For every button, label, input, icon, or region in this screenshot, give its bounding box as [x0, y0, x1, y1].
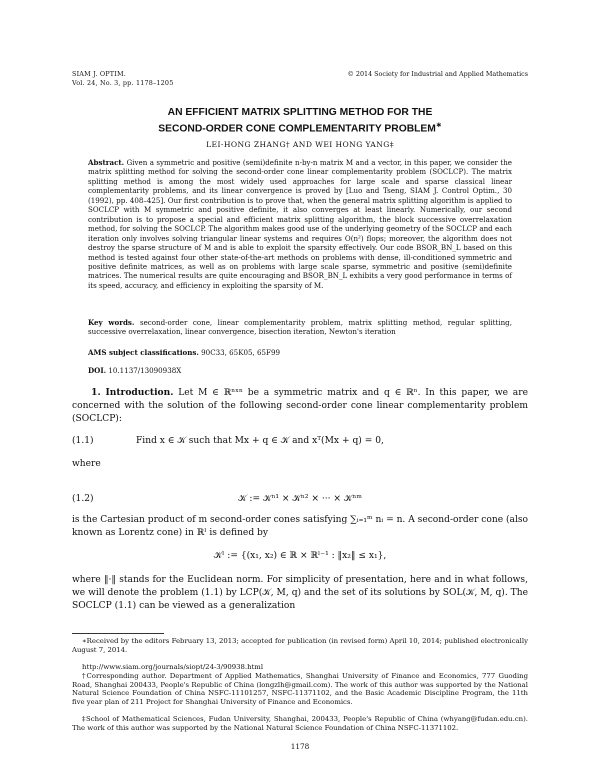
ams-codes: 90C33, 65K05, 65F99 [201, 348, 280, 357]
paper-title [60, 107, 540, 135]
journal-name: SIAM J. OPTIM. [72, 70, 126, 78]
page-number: 1178 [290, 742, 310, 751]
title-line-1: AN EFFICIENT MATRIX SPLITTING METHOD FOR THE [167, 107, 433, 118]
keywords-label: Key words. [88, 318, 135, 327]
title-footnote-mark: ∗ [435, 121, 442, 129]
keywords-text: second-order cone, linear complementarity problem, matrix splitting method, regular splitting, successive overrelaxation, linear convergence, bisection iteration, Newton's iteration [88, 318, 512, 337]
ams-classification [88, 348, 280, 357]
title-line-2: SECOND-ORDER CONE COMPLEMENTARITY PROBLEM∗ [158, 121, 442, 134]
cone-definition-paragraph: is the Cartesian product of m second-order cones satisfying ∑ᵢ₌₁ᵐ nᵢ = n. A second-order cone (also known as Lorentz cone) in ℝˡ is defined by [72, 515, 529, 538]
equation-lorentz-cone [72, 551, 528, 565]
section-number: 1. [91, 387, 101, 398]
equation-content: 𝒦ˡ := {(x₁, x₂) ∈ ℝ × ℝˡ⁻¹ : ‖x₂‖ ≤ x₁}, [213, 551, 387, 561]
footnote-received: ∗Received by the editors February 13, 2013; accepted for publication (in revised form) April 10, 2014; published electronically August 7, 2014. [72, 637, 528, 654]
footnote-corresponding-author: †Corresponding author. Department of Applied Mathematics, Shanghai University of Finance and Economics, 777 Guoding Road, Shanghai 200433, People's Republic of China (longzlh@gmail.com). The work of this author was supported by the National Natural Science Foundation of China NSFC-11101257, NSFC-11371102, and the Basic Academic Discipline Program, the 11th five year plan of 211 Project for Shanghai University of Finance and Economics. [72, 672, 528, 706]
footnote-url[interactable]: http://www.siam.org/journals/siopt/24-3/90938.html [82, 663, 264, 671]
ams-label: AMS subject classifications. [88, 348, 199, 357]
equation-content: 𝒦 := 𝒦ⁿ¹ × 𝒦ⁿ² × ··· × 𝒦ⁿᵐ [238, 494, 362, 504]
equation-content: Find x ∈ 𝒦 such that Mx + q ∈ 𝒦 and xᵀ(Mx + q) = 0, [136, 436, 384, 446]
copyright-notice: © 2014 Society for Industrial and Applied Mathematics [347, 70, 528, 78]
section-title: Introduction. [105, 387, 174, 398]
author-list: LEI-HONG ZHANG† AND WEI HONG YANG‡ [206, 140, 394, 149]
doi-label: DOI. [88, 366, 107, 375]
notation-paragraph: where ‖·‖ stands for the Euclidean norm. For simplicity of presentation, here and in what follows, we will denote the problem (1.1) by LCP(𝒦, M, q) and the set of its solutions by SOL(𝒦, M, q). The SOCLCP (1.1) can be viewed as a generalization [72, 575, 528, 611]
journal-header [72, 70, 173, 88]
footnote-divider [72, 633, 164, 634]
equation-number: (1.2) [72, 494, 94, 504]
where-text: where [72, 459, 101, 469]
journal-volume: Vol. 24, No. 3, pp. 1178–1205 [72, 79, 174, 87]
doi [88, 366, 181, 375]
equation-1-2 [72, 494, 528, 508]
equation-number: (1.1) [72, 436, 94, 446]
footnote-second-author: ‡School of Mathematical Sciences, Fudan University, Shanghai, 200433, People's Republic of China (whyang@fudan.edu.cn). The work of this author was supported by the National Natural Science Foundation of China NSFC-11371102. [72, 715, 528, 732]
keywords [88, 318, 512, 337]
doi-value: 10.1137/13090938X [108, 366, 182, 375]
equation-1-1 [72, 436, 528, 450]
abstract-label: Abstract. [88, 158, 125, 167]
intro-text: Let M ∈ ℝⁿˣⁿ be a symmetric matrix and q ∈ ℝⁿ. In this paper, we are concerned with the solution of the following second-order cone linear complementarity problem (SOCLCP): [72, 388, 528, 424]
abstract [88, 158, 512, 290]
abstract-text: Given a symmetric and positive (semi)definite n-by-n matrix M and a vector, in this paper, we consider the matrix splitting method for solving the second-order cone linear complementarity problem (SOCLCP). The matrix splitting method is among the most widely used approaches for large scale and sparse classical linear complementarity problems, and its linear convergence is proved by [Luo and Tseng, SIAM J. Control Optim., 30 (1992), pp. 408–425]. Our first contribution is to prove that, when the general matrix splitting algorithm is applied to SOCLCP with M symmetric and positive definite, it also converges at least linearly. Numerically, our second contribution is to propose a special and efficient matrix splitting algorithm, the block successive overrelaxation method, for solving the SOCLCP. The algorithm makes good use of the underlying geometry of the SOCLCP and each iteration only involves solving triangular linear systems and requires O(n²) flops; moreover, the algorithm does not destroy the sparse structure of M and is able to exploit the sparsity effectively. Our code BSOR_BN_L based on this method is tested against four other state-of-the-art methods on problems with dense, ill-conditioned symmetric and positive definite matrices, as well as on problems with large scale sparse, symmetric and positive (semi)definite matrices. The numerical results are quite encouraging and BSOR_BN_L exhibits a very good performance in terms of its speed, accuracy, and efficiency in exploiting the sparsity of M. [88, 158, 512, 290]
introduction-paragraph [72, 386, 528, 426]
